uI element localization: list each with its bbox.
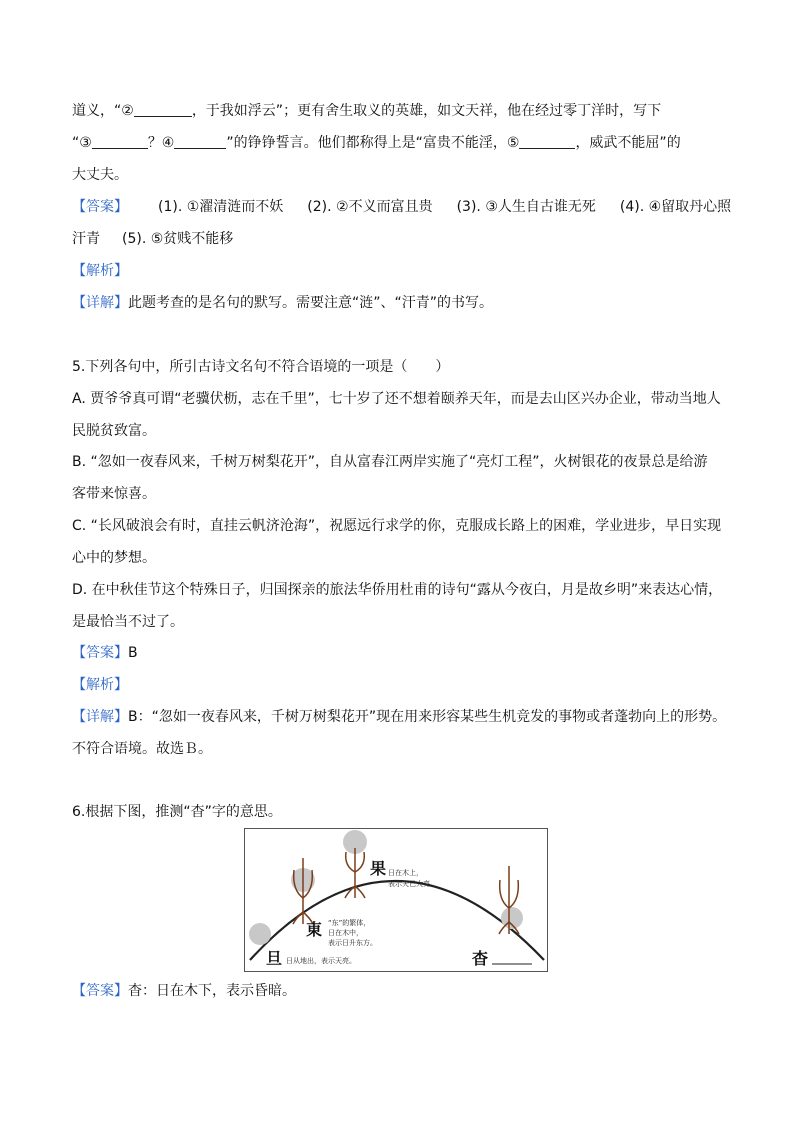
answer-5: (5). ⑤贫贱不能移 bbox=[122, 231, 234, 247]
answer-text: B bbox=[128, 645, 138, 661]
note-dong-1: “东”的繁体， bbox=[328, 919, 371, 927]
note-dan: 日从地出，表示天亮。 bbox=[286, 957, 356, 965]
q4-analysis-tag: 【解析】 bbox=[72, 263, 128, 279]
q5-option-a: A. 贾爷爷真可谓“老骥伏枥，志在千里”，七十岁了还不想着颐养天年，而是去山区兴办企业，带动当地人 bbox=[72, 391, 721, 407]
q6-stem: 6.根据下图，推测“杳”字的意思。 bbox=[72, 804, 282, 820]
q5-option-b: B. “忽如一夜春风来，千树万树梨花开”，自从富春江两岸实施了“亮灯工程”，火树银花的夜景总是给游 bbox=[72, 454, 708, 470]
q6-answer bbox=[72, 981, 296, 1001]
q4-line-2 bbox=[72, 133, 681, 153]
note-dong-2: 日在木中， bbox=[328, 929, 363, 937]
text: 道义，“② bbox=[72, 103, 134, 119]
answer-4: (4). ④留取丹心照 bbox=[619, 199, 732, 215]
detail-tag: 【详解】 bbox=[72, 295, 128, 311]
answer-3: (3). ③人生自古谁无死 bbox=[456, 199, 596, 215]
fill-blank-4 bbox=[174, 134, 226, 149]
label-yao: 杳 bbox=[472, 949, 489, 968]
answer-1: (1). ①濯清涟而不妖 bbox=[158, 199, 284, 215]
q5-detail bbox=[72, 707, 726, 727]
note-guo-1: 日在木上， bbox=[388, 869, 423, 877]
q5-stem: 5.下列各句中，所引古诗文名句不符合语境的一项是（ ） bbox=[72, 359, 450, 375]
note-guo-2: 表示天已大亮。 bbox=[388, 880, 437, 888]
q5-option-c: C. “长风破浪会有时，直挂云帆济沧海”，祝愿远行求学的你，克服成长路上的困难，学业进步，早日实现 bbox=[72, 518, 722, 534]
detail-text: 此题考查的是名句的默写。需要注意“涟”、“汗青”的书写。 bbox=[128, 295, 494, 311]
q5-option-d-cont: 是最恰当不过了。 bbox=[72, 614, 184, 630]
q5-analysis-tag: 【解析】 bbox=[72, 677, 128, 693]
answer-text: 杳：日在木下，表示昏暗。 bbox=[128, 983, 296, 999]
text: ？④ bbox=[147, 135, 175, 151]
q5-option-c-cont: 心中的梦想。 bbox=[72, 550, 156, 566]
text: ，威武不能屈”的 bbox=[575, 135, 681, 151]
fill-blank-2 bbox=[134, 102, 192, 117]
q4-line-3: 大丈夫。 bbox=[72, 167, 128, 183]
q5-option-a-cont: 民脱贫致富。 bbox=[72, 423, 156, 439]
q4-detail bbox=[72, 293, 493, 313]
text: 汗青 bbox=[72, 231, 100, 247]
note-dong-3: 表示日升东方。 bbox=[328, 939, 377, 947]
detail-tag: 【详解】 bbox=[72, 709, 128, 725]
q4-line-1 bbox=[72, 101, 661, 121]
detail-text: B：“忽如一夜春风来，千树万树梨花开”现在用来形容某些生机竞发的事物或者蓬勃向上的形势。 bbox=[128, 709, 727, 725]
label-guo: 果 bbox=[370, 859, 387, 878]
character-evolution-figure bbox=[244, 828, 548, 972]
text: ”的铮铮誓言。他们都称得上是“富贵不能淫，⑤ bbox=[226, 135, 520, 151]
q5-option-d: D. 在中秋佳节这个特殊日子，归国探亲的旅法华侨用杜甫的诗句“露从今夜白，月是故乡明”来表达心情， bbox=[72, 582, 723, 598]
q5-option-b-cont: 客带来惊喜。 bbox=[72, 486, 156, 502]
answer-tag: 【答案】 bbox=[72, 199, 128, 215]
label-dong: 東 bbox=[306, 920, 323, 939]
label-dan: 旦 bbox=[266, 949, 283, 968]
q4-answer-cont bbox=[72, 229, 233, 249]
q4-answer bbox=[72, 197, 731, 217]
answer-tag: 【答案】 bbox=[72, 645, 128, 661]
q5-answer bbox=[72, 643, 138, 663]
q5-detail-cont: 不符合语境。故选Ｂ。 bbox=[72, 741, 212, 757]
sun-dan bbox=[249, 923, 271, 945]
answer-2: (2). ②不义而富且贵 bbox=[307, 199, 433, 215]
text: “③ bbox=[72, 135, 92, 151]
fill-blank-3 bbox=[92, 134, 148, 149]
text: ，于我如浮云”；更有舍生取义的英雄，如文天祥，他在经过零丁洋时，写下 bbox=[191, 103, 662, 119]
answer-tag: 【答案】 bbox=[72, 983, 128, 999]
fill-blank-5 bbox=[519, 134, 575, 149]
